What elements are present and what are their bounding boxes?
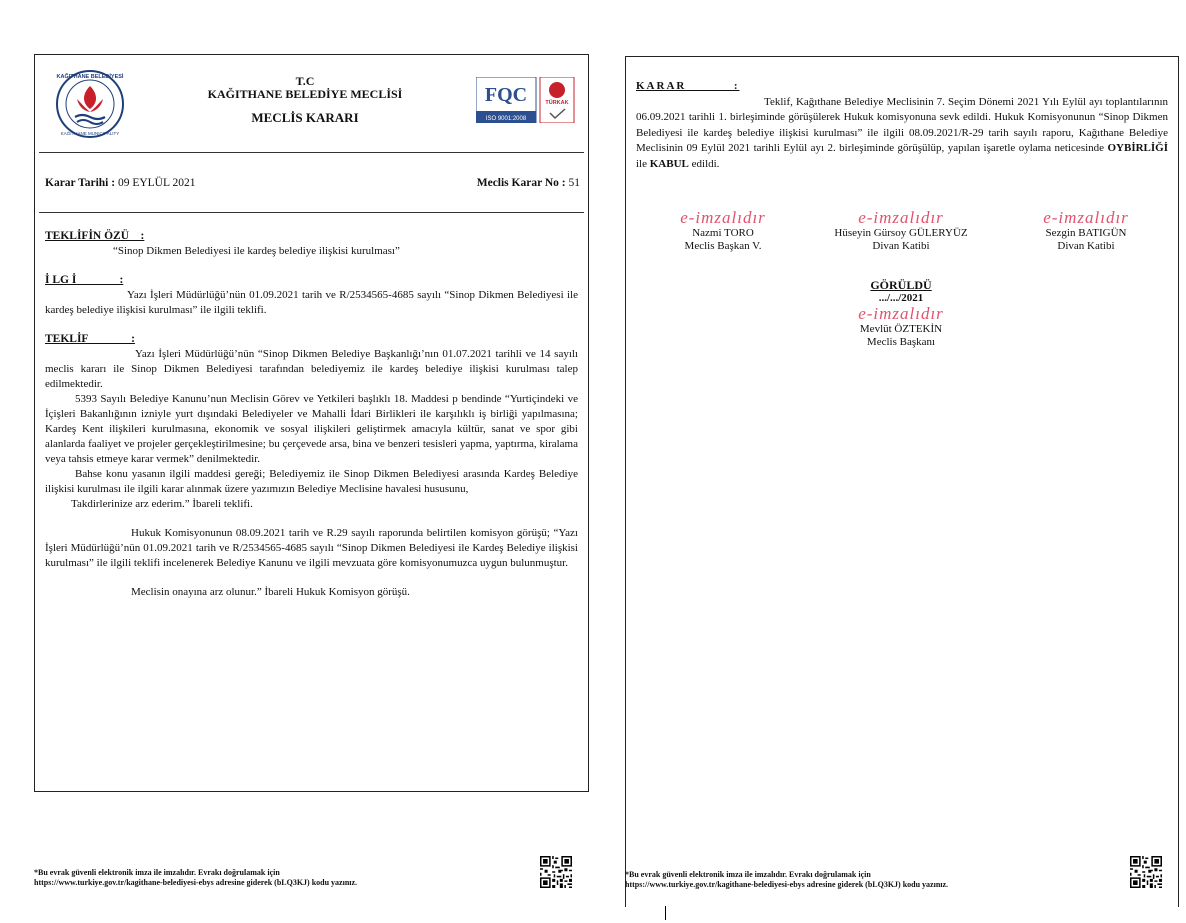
document-page-2	[625, 56, 1179, 907]
e-signature-mark: e-imzalıdır	[1043, 208, 1129, 227]
signature-block-3	[1016, 209, 1156, 253]
approval-block	[826, 279, 976, 349]
decision-number-label: Meclis Karar No :	[476, 177, 566, 189]
section-title-teklif: TEKLİF :	[45, 333, 135, 345]
svg-text:FQC: FQC	[484, 84, 528, 106]
page2-footer-note	[625, 870, 948, 890]
signer-name: Hüseyin Gürsoy GÜLERYÜZ	[834, 227, 968, 239]
document-header	[155, 75, 455, 124]
section-title-ozu: TEKLİFİN ÖZÜ :	[45, 230, 145, 242]
page1-footer-note	[34, 868, 357, 888]
decision-date	[45, 177, 195, 189]
decision-body	[45, 229, 578, 600]
signature-block-2	[806, 209, 996, 253]
teklif-paragraph-2: 5393 Sayılı Belediye Kanunu’nun Meclisin Görev ve Yetkileri başlıklı 18. Maddesi p bendinde “Yurtiçindeki ve İçişleri Bakanlığının izniyle yurt dışındaki Belediyeler ve Mahalli İdari Birlikleri ile karşılıklı iş birliği yapılmasına; Kardeş Kent ilişkileri kurulmasına, ekonomik ve sosyal ilişkileri geliştirmek amacıyla kültür, sanat ve spor gibi alanlarda faaliyet ve projeler gerçekleştirilmesine; bu çerçevede arsa, bina ve benzeri tesisleri yapma, yaptırma, kiralama veya tahsis etmeye karar vermek” denilmektedir.	[45, 393, 578, 465]
footer-line-2: https://www.turkiye.gov.tr/kagithane-belediyesi-ebys adresine giderek (bLQ3KJ) kodu yazınız.	[625, 880, 949, 889]
document-title: MECLİS KARARI	[251, 110, 359, 125]
decision-number-value: 51	[568, 177, 580, 189]
karar-unanimous: OYBİRLİĞİ	[1107, 142, 1169, 154]
header-tc: T.C	[295, 74, 315, 88]
karar-text-end: edildi.	[691, 157, 720, 170]
header-divider	[39, 152, 584, 153]
section-title-ilgi: İ LG İ :	[45, 274, 124, 286]
ilgi-text: Yazı İşleri Müdürlüğü’nün 01.09.2021 tarih ve R/2534565-4685 sayılı “Sinop Dikmen Belediyesi ile kardeş belediye ilişkisi kurulması” ile ilgili teklifi.	[45, 289, 578, 316]
signer-title: Divan Katibi	[872, 240, 930, 252]
teklif-paragraph-1: Yazı İşleri Müdürlüğü’nün “Sinop Dikmen Belediye Başkanlığı’nın 01.07.2021 tarihli ve 14 sayılı meclis kararı ile Sinop Dikmen Belediyesi tarafından belediyemiz ile kardeş belediye ilişkisi kurulması talep edilmektedir.	[45, 348, 578, 390]
karar-accepted: KABUL	[649, 157, 689, 170]
karar-body	[636, 79, 1168, 172]
fqc-iso-certification-logo	[476, 77, 576, 123]
president-title: Meclis Başkanı	[866, 336, 936, 348]
svg-text:KAĞITHANE MUNICIPALITY: KAĞITHANE MUNICIPALITY	[60, 131, 120, 136]
karar-text	[636, 95, 1168, 173]
footer-line-1: *Bu evrak güvenli elektronik imza ile imzalıdır. Evrakı doğrulamak için	[625, 870, 871, 879]
teklif-paragraph-3: Bahse konu yasanın ilgili maddesi gereği; Belediyemiz ile Sinop Dikmen Belediyesi arasında Kardeş Belediye ilişkisi kurulması ile ilgili karar alınmak üzere yazımızın Belediye Meclisine havalesi hususunu,	[45, 468, 578, 495]
document-page-1	[34, 54, 589, 792]
karar-text-mid: ile	[636, 157, 647, 170]
teklif-paragraph-4: Takdirlerinize arz ederim.” İbareli teklifi.	[71, 498, 253, 510]
header-council-name: KAĞITHANE BELEDİYE MECLİSİ	[207, 87, 403, 101]
decision-date-label: Karar Tarihi :	[45, 177, 116, 189]
signer-title: Divan Katibi	[1057, 240, 1115, 252]
qr-code-icon	[540, 856, 572, 888]
e-signature-mark: e-imzalıdır	[858, 208, 944, 227]
footer-line-2: https://www.turkiye.gov.tr/kagithane-belediyesi-ebys adresine giderek (bLQ3KJ) kodu yazınız.	[34, 878, 358, 887]
karar-title: KARAR :	[636, 80, 740, 92]
page-edge-marker	[665, 906, 666, 920]
svg-text:TÜRKAK: TÜRKAK	[545, 100, 569, 106]
decision-meta	[45, 177, 580, 189]
komisyon-paragraph-2: Meclisin onayına arz olunur.” İbareli Hukuk Komisyon görüşü.	[131, 586, 410, 598]
seen-date: .../.../2021	[878, 292, 924, 304]
president-name: Mevlüt ÖZTEKİN	[859, 323, 943, 335]
karar-text-main: Teklif, Kağıthane Belediye Meclisinin 7. Seçim Dönemi 2021 Yılı Eylül ayı toplantılarının 06.09.2021 tarihli 1. birleşiminde görüşülerek Hukuk komisyonuna sevk edildi. Hukuk Komisyonunun “Sinop Dikmen Belediyesi ile kardeş belediye ilişkisi kurulması” ile ilgili 08.09.2021/R-29 tarih sayılı raporu, Kağıthane Belediye Meclisinin 09 Eylül 2021 tarihli Eylül ayı 2. birleşiminde görüşülüp, yapılan işaretle oylama neticesinde	[636, 95, 1168, 154]
svg-text:KAĞITHANE BELEDİYESİ: KAĞITHANE BELEDİYESİ	[56, 74, 124, 80]
signature-block-1	[648, 209, 798, 253]
signer-name: Sezgin BATIGÜN	[1045, 227, 1127, 239]
komisyon-paragraph-1: Hukuk Komisyonunun 08.09.2021 tarih ve R.29 sayılı raporunda belirtilen komisyon görüşü; “Yazı İşleri Müdürlüğü’nün 01.09.2021 tarih ve R/2534565-4685 sayılı “Sinop Dikmen Belediyesi ile Kardeş Belediye ilişkisi kurulması” ile ilgili teklifi incelenerek Belediye Kanunu ve ilgili mevzuata göre komisyonumuzca uygun bulunmuştur.	[45, 527, 578, 569]
signer-title: Meclis Başkan V.	[684, 240, 762, 252]
decision-date-value: 09 EYLÜL 2021	[117, 177, 196, 189]
qr-code-icon	[1130, 856, 1162, 888]
kagithane-municipality-logo	[55, 69, 125, 139]
signer-name: Nazmi TORO	[692, 227, 754, 239]
seen-label: GÖRÜLDÜ	[870, 278, 932, 292]
footer-line-1: *Bu evrak güvenli elektronik imza ile imzalıdır. Evrakı doğrulamak için	[34, 868, 280, 877]
e-signature-mark: e-imzalıdır	[680, 208, 766, 227]
e-signature-mark: e-imzalıdır	[858, 304, 944, 323]
meta-divider	[39, 212, 584, 213]
ozu-text: “Sinop Dikmen Belediyesi ile kardeş belediye ilişkisi kurulması”	[113, 245, 400, 257]
decision-number	[477, 177, 580, 189]
svg-text:ISO 9001:2008: ISO 9001:2008	[485, 116, 527, 122]
